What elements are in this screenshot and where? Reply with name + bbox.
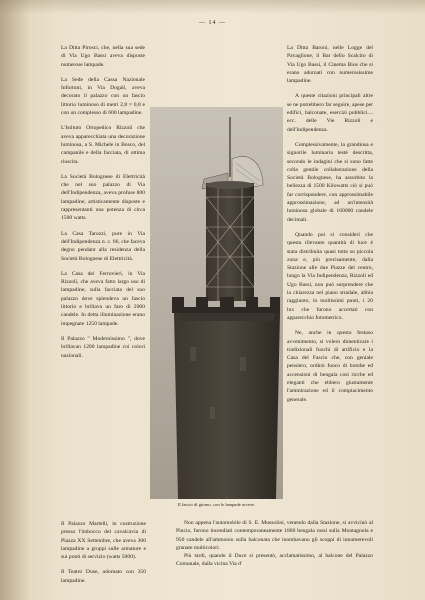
left-paragraph: La Casa dei Ferrovieri, in Via Rizzoli, che aveva fatto largo uso di lampadine, sulla facciata del suo palazzo dove splendeva un fascio littorio e brillava un faro di 2000 candele. In detta illuminazione erano impegnate 1250 lampade. bbox=[61, 270, 145, 327]
tower-photograph bbox=[150, 107, 283, 499]
left-paragraph: La Ditta Pirosci, che, nella sua sede di Via Ugo Bassi aveva disposte numerose lampade. bbox=[61, 45, 145, 68]
page-shadow-left bbox=[0, 0, 30, 600]
right-paragraph: La Ditta Baroni, nelle Logge del Pavaglione, il Bar dello Scalcito di Via Ugo Bassi, il Cinema Bios che si erano adornati con numerosissime lampadine. bbox=[287, 45, 373, 85]
left-paragraph: L'Istituto Ortopedico Rizzoli che aveva apparecchiata una decorazione luminosa, a S. Michele in Bosco, del campanile e della facciata, di ottima riuscita. bbox=[61, 125, 145, 165]
bottom-right-paragraph: Non appena l'automobile di S. E. Mussolini, venendo dalla Stazione, si avvicinò al Pincio, furono incendiati contemporaneamente 1800 bengala rossi sulla Montagnola e 950 candele all'ammonio sulla balconata che inombavano gli scoppi di innumerevoli granate multicolori. bbox=[176, 520, 373, 551]
left-paragraph: La Casa Tarozzi, pure in Via dell'Indipendenza n. c. 66, che faceva degno pendant alla residenza della Società Bolognese di Elettricità. bbox=[61, 230, 145, 262]
right-paragraph: A queste citazioni principali altre se ne potrebbero far seguire, apese per edifici, balconate, esercizi pubblici.... ecc. delle Vie Rizzoli e dell'Indipendenza. bbox=[287, 93, 373, 133]
figure-caption: Il fascio di giorno, con le lampade accese. bbox=[177, 502, 256, 507]
right-paragraph: Ne, anche in questo festoso avvenimento, si volero dimenticare i tradizionali fuochi di artificio e la Casa del Fascio che, con geniale pensiero, ordinò fuoco di bombe ed accensioni di bengala così ricche ed eleganti che ebbero giustamente l'ammirazione ed il compiacimento generale. bbox=[287, 330, 373, 403]
page-shadow-top bbox=[0, 0, 425, 14]
left-paragraph: Il Palazzo " Modernissimo ", dove brillavan 1200 lampadine coi colori nazionali. bbox=[61, 335, 145, 359]
page-number: — 14 — bbox=[199, 20, 226, 26]
bottom-left-paragraph: Il Palazzo Martelli, in costruzione presso l'imbocco del cavalcavia di Piazza XX Settembre, che aveva 300 lampadine a gruppi sulle armature e sui ponti di servizio (watts 5000). bbox=[61, 521, 146, 561]
tower-illustration bbox=[150, 107, 283, 499]
right-paragraph: Quando poi si consideri che questa rilevante quantità di luce è stata distribuita quasi tutta su piccola zona e, più precisamente, dalla Stazione alle due Piazze del centro, lungo la Via Indipendenza, Rizzoli ed Ugo Bassi, non può sorprendere che la chiarezza nel piano stradale, abbia raggiunto, in moltissimi punti, i 20 lux che furono accertati con apparecchio fotometrico. bbox=[287, 231, 373, 321]
left-paragraph: La Sede della Cassa Nazionale Infortuni, in Via Dogali, aveva decorato il palazzo con un fascio littorio luminoso di metri 2,8 × 0,8 e con un complesso di 600 lampadine. bbox=[61, 76, 145, 117]
right-paragraph: Complessivamente, la grandiosa e signorile luminaria testè descritta, secondo le indagini che si sono fatte colla gentile collaborazione della Società Bolognese, ha assorbito la bellezza di 1500 Kilowatts ciò si può far corrispondere, con approssimabile approssimazione, ad un'intensità luminosa globale di 160000 candele decimali. bbox=[287, 141, 373, 223]
right-column bbox=[287, 44, 373, 411]
bottom-left-text bbox=[61, 520, 146, 592]
bottom-left-paragraph: Il Teatro Duse, adornato con 350 lampadine. bbox=[61, 569, 146, 584]
left-column bbox=[61, 44, 145, 367]
bottom-right-paragraph: Più tardi, quando il Duce si presentò, acclamatissimo, al balcone del Palazzo Comunale, dalla vicina Via d' bbox=[176, 553, 373, 568]
bottom-right-text bbox=[176, 519, 373, 569]
left-paragraph: La Società Bolognese di Elettricità che nel suo palazzo di Via dell'Indipendenza, aveva profuse 800 lampadine, artisticamente disposte e rappresentanti una potenza di circa 1500 watts. bbox=[61, 173, 145, 222]
